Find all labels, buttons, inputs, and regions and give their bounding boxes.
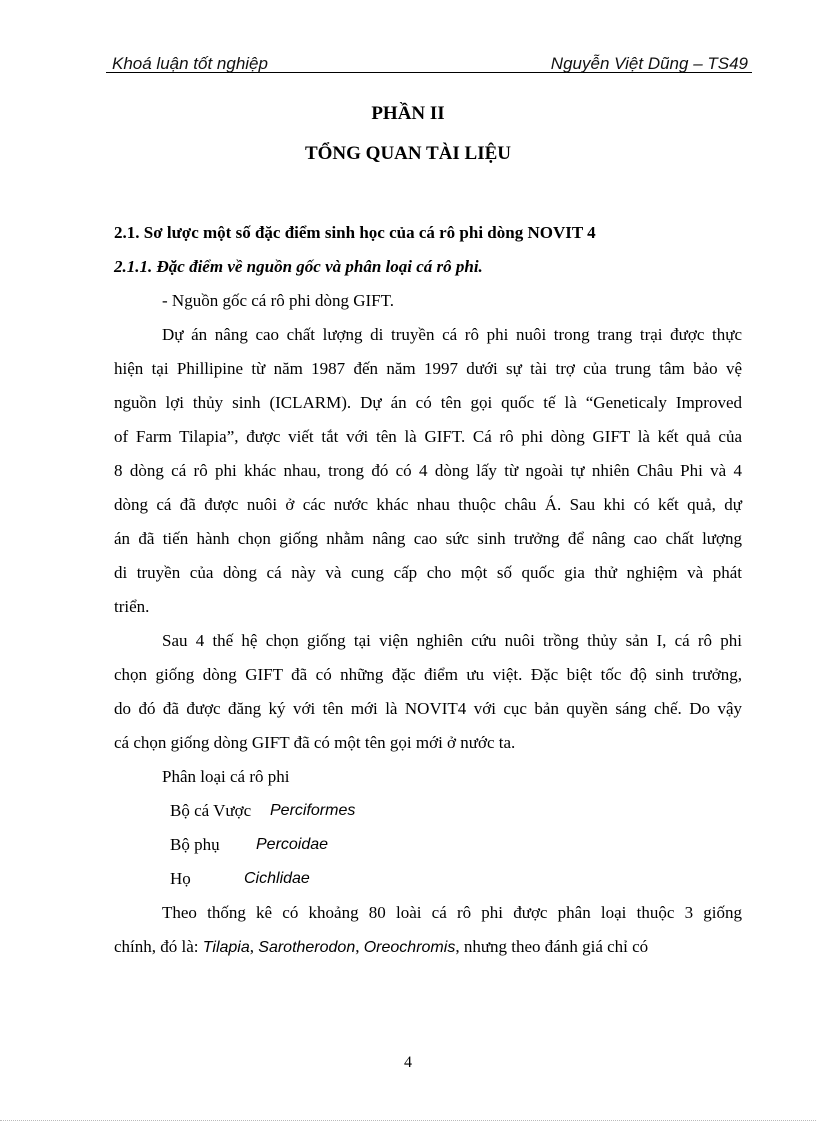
taxonomy-row <box>170 828 798 862</box>
paragraph-line: án đã tiến hành chọn giống nhằm nâng cao sức sinh trưởng để nâng cao chất lượng <box>114 529 742 548</box>
paragraph-line: Theo thống kê có khoảng 80 loài cá rô phi được phân loại thuộc 3 giống <box>162 903 742 922</box>
taxonomy-name: Cichlidae <box>244 870 310 887</box>
taxonomy-rank: Bộ cá Vược <box>170 801 252 820</box>
taxonomy-name: Perciformes <box>270 802 356 819</box>
paragraph-line: do đó đã được đăng ký với tên mới là NOVIT4 với cục bản quyền sáng chế. Do vậy <box>114 699 742 718</box>
taxonomy-rank: Bộ phụ <box>170 835 220 854</box>
paragraph-line: triển. <box>114 597 150 616</box>
paragraph-line: nguồn lợi thủy sinh (ICLARM). Dự án có tên gọi quốc tế là “Geneticaly Improved <box>114 393 742 412</box>
text-fragment: chính, đó là: <box>114 937 203 956</box>
page-number: 4 <box>404 1054 412 1071</box>
origin-item: - Nguồn gốc cá rô phi dòng GIFT. <box>162 291 394 310</box>
taxonomy-row <box>170 794 798 828</box>
header-left: Khoá luận tốt nghiệp <box>112 54 268 73</box>
genus-tilapia: Tilapia <box>202 939 250 956</box>
paragraph-line: 8 dòng cá rô phi khác nhau, trong đó có 4 dòng lấy từ ngoài tự nhiên Châu Phi và 4 <box>114 461 742 480</box>
taxonomy-name: Percoidae <box>256 836 329 853</box>
classification-heading: Phân loại cá rô phi <box>162 767 290 786</box>
part-title: PHẦN II <box>371 103 445 124</box>
paragraph-line: dòng cá đã được nuôi ở các nước khác nhau thuộc châu Á. Sau khi có kết quả, dự <box>114 495 742 514</box>
text-fragment: , nhưng theo đánh giá chỉ có <box>455 937 649 956</box>
paragraph-line: Dự án nâng cao chất lượng di truyền cá rô phi nuôi trong trang trại được thực <box>162 325 742 344</box>
separator: , <box>355 937 364 956</box>
paragraph-line: chọn giống dòng GIFT đã có những đặc điểm ưu việt. Đặc biệt tốc độ sinh trưởng, <box>114 665 742 684</box>
paragraph-line: of Farm Tilapia”, được viết tắt với tên là GIFT. Cá rô phi dòng GIFT là kết quả của <box>114 427 742 446</box>
paragraph-line: cá chọn giống dòng GIFT đã có một tên gọi mới ở nước ta. <box>114 733 516 752</box>
part-subtitle: TỔNG QUAN TÀI LIỆU <box>304 143 512 164</box>
page-bottom-rule <box>0 1120 816 1121</box>
paragraph-line <box>114 930 742 964</box>
subsection-heading: 2.1.1. Đặc điểm về nguồn gốc và phân loại cá rô phi. <box>114 257 483 276</box>
running-header <box>106 50 752 73</box>
taxonomy-rank: Họ <box>170 869 191 888</box>
paragraph-line: hiện tại Phillipine từ năm 1987 đến năm 1997 dưới sự tài trợ của trung tâm bảo vệ <box>114 359 742 378</box>
genus-sarotherodon: Sarotherodon <box>258 939 356 956</box>
paragraph-line: di truyền của dòng cá này và cung cấp cho một số quốc gia thử nghiệm và phát <box>114 563 742 582</box>
paragraph-line: Sau 4 thế hệ chọn giống tại viện nghiên cứu nuôi trồng thủy sản I, cá rô phi <box>162 631 742 650</box>
taxonomy-row <box>170 862 798 896</box>
genus-oreochromis: Oreochromis <box>363 939 456 956</box>
header-right: Nguyễn Việt Dũng – TS49 <box>550 54 748 73</box>
section-heading: 2.1. Sơ lược một số đặc điểm sinh học của cá rô phi dòng NOVIT 4 <box>114 223 596 242</box>
separator: , <box>249 937 259 956</box>
